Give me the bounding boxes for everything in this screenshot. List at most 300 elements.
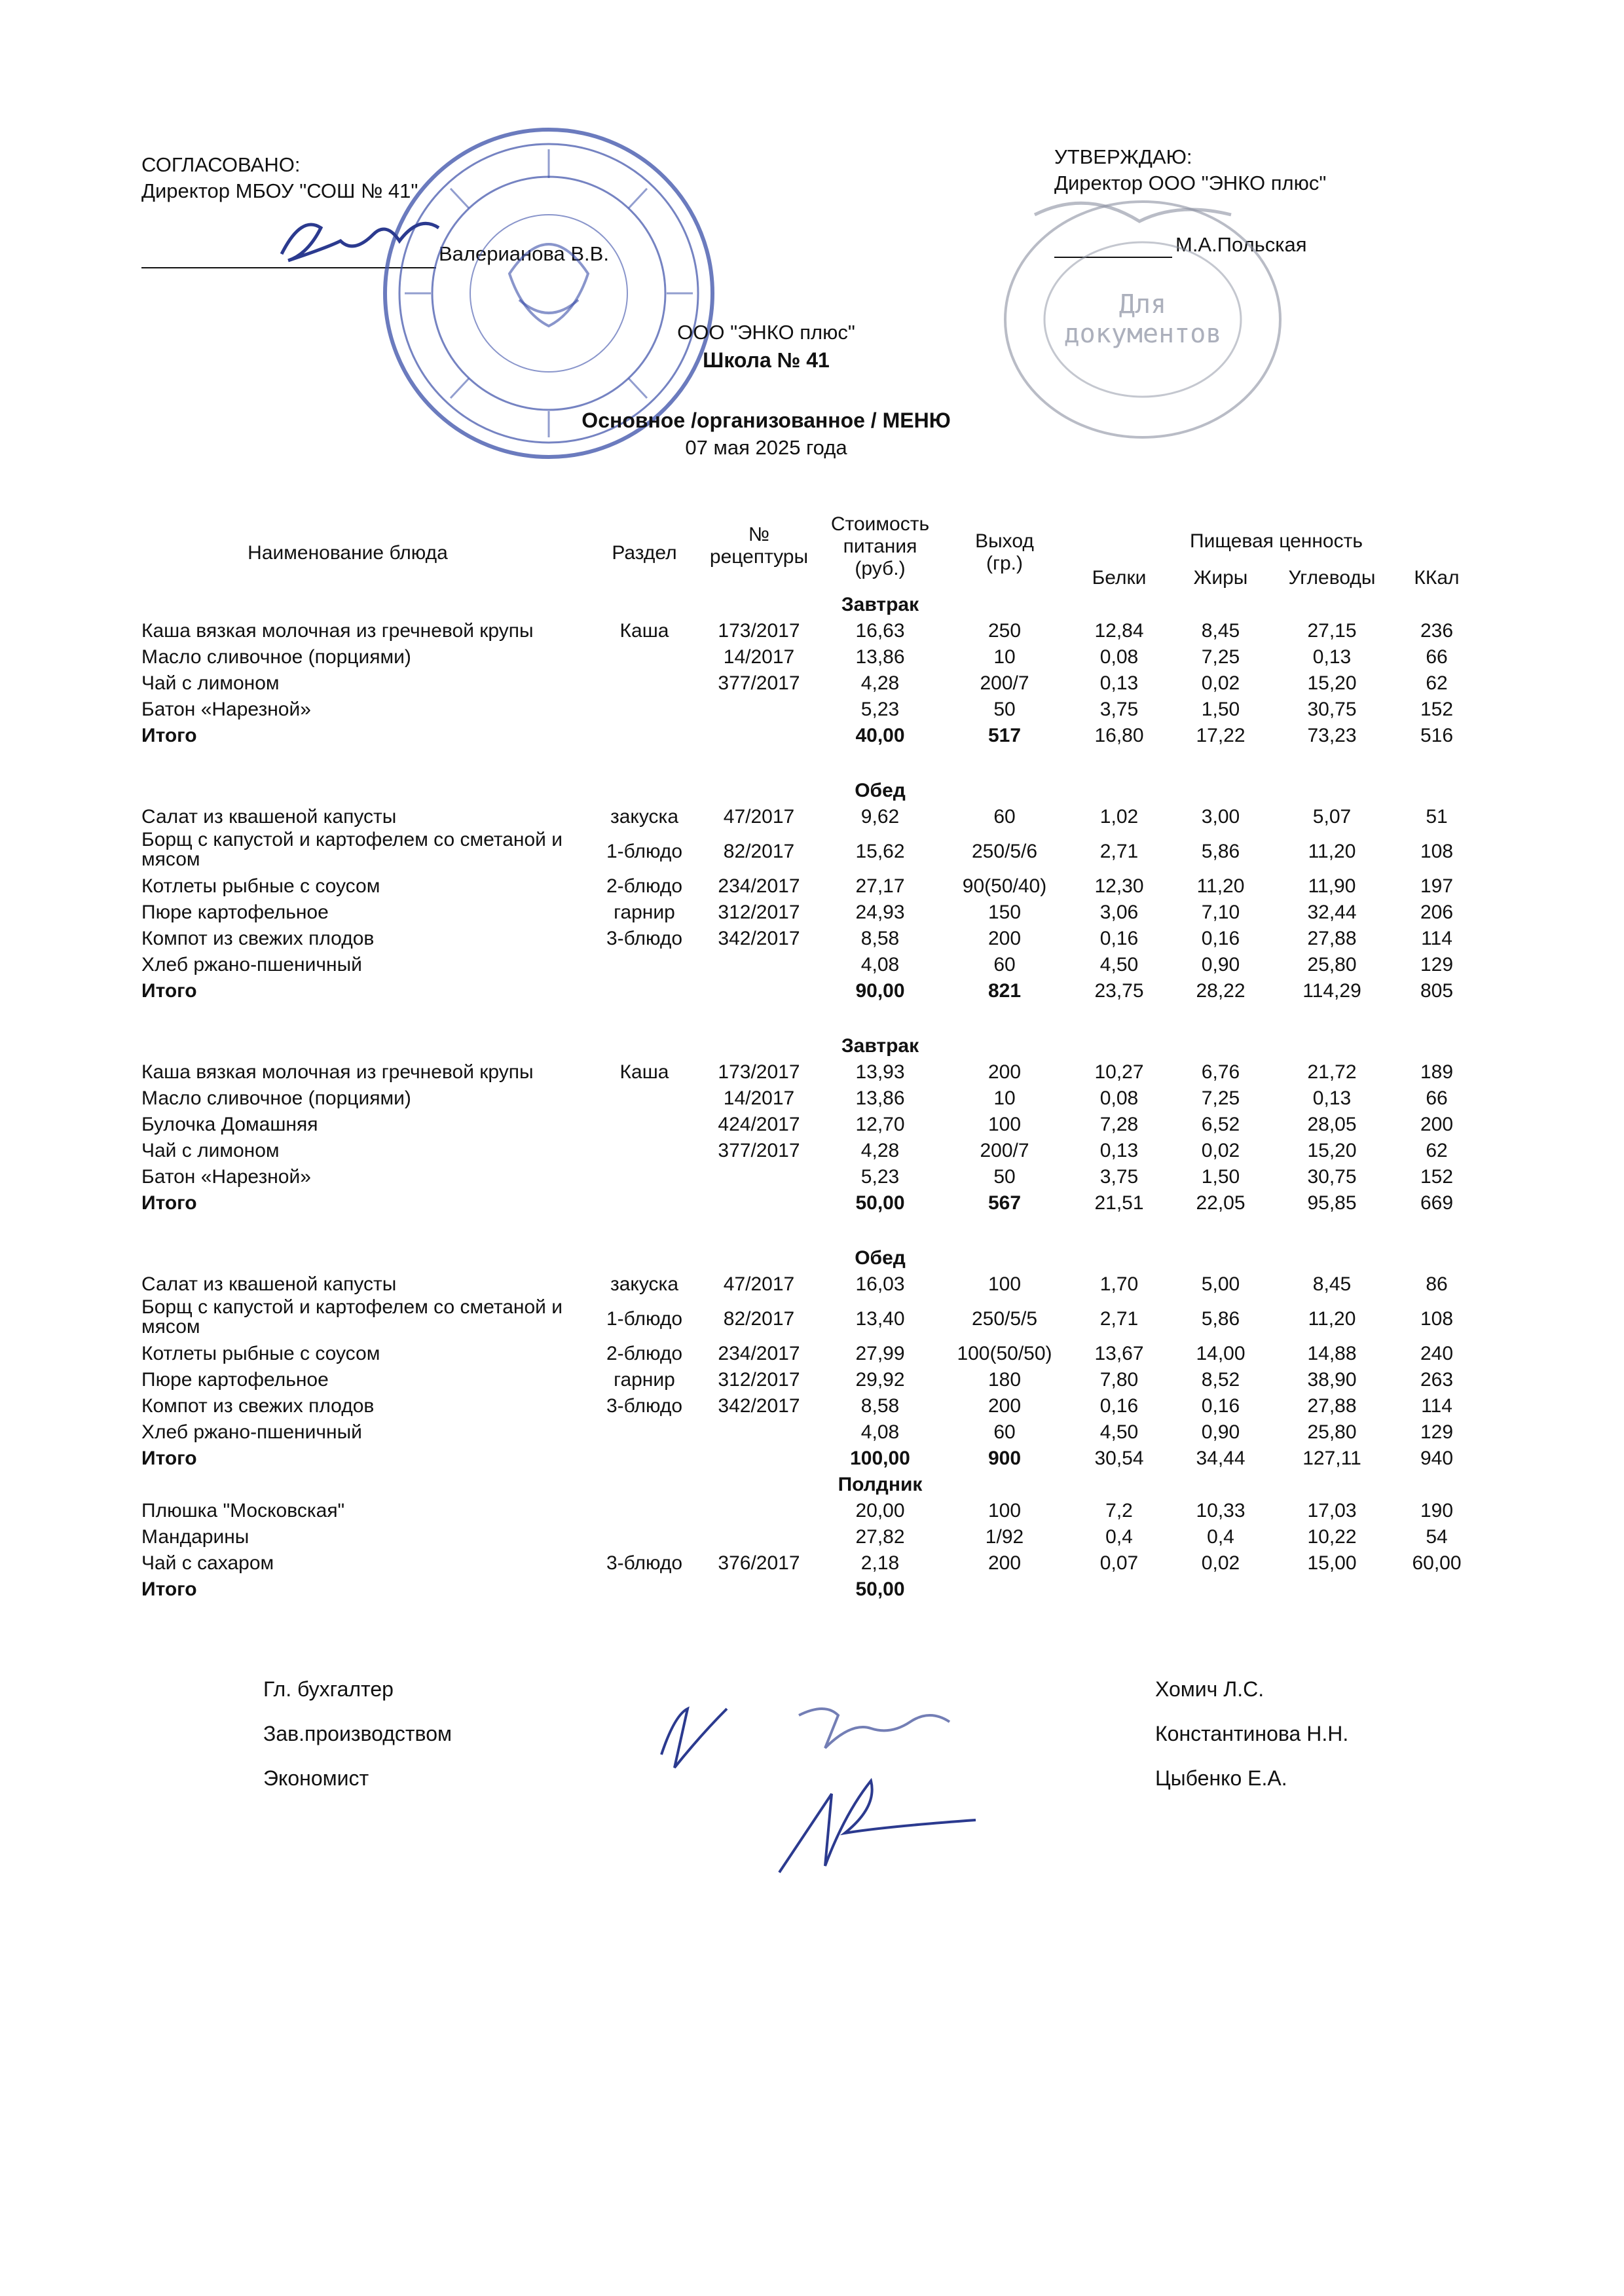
- kcal-cell: 200: [1420, 1114, 1454, 1135]
- dish-name-cell: Батон «Нарезной»: [141, 1166, 311, 1188]
- protein-cell: 21,51: [1094, 1192, 1144, 1214]
- recipe-number-cell: 234/2017: [718, 1343, 800, 1364]
- section-cell: 1-блюдо: [606, 841, 683, 862]
- cost-cell: 90,00: [855, 980, 905, 1002]
- fat-cell: 17,22: [1196, 725, 1246, 746]
- dish-name-cell: Итого: [141, 1448, 197, 1469]
- dish-name-cell: Мандарины: [141, 1526, 249, 1548]
- carbs-cell: 27,15: [1307, 620, 1357, 642]
- section-cell: Каша: [619, 620, 669, 642]
- carbs-cell: 25,80: [1307, 954, 1357, 975]
- output-cell: 821: [987, 980, 1022, 1002]
- fat-cell: 8,52: [1201, 1369, 1240, 1391]
- output-cell: 60: [993, 954, 1016, 975]
- role-economist: Экономист: [263, 1766, 369, 1790]
- cost-cell: 20,00: [855, 1500, 905, 1522]
- kcal-cell: 129: [1420, 954, 1454, 975]
- output-cell: 100: [987, 1273, 1022, 1295]
- output-cell: 100: [987, 1114, 1022, 1135]
- carbs-cell: 38,90: [1307, 1369, 1357, 1391]
- row-spacer: [141, 1004, 1431, 1033]
- carbs-cell: 30,75: [1307, 1166, 1357, 1188]
- output-cell: 200: [987, 928, 1022, 949]
- cost-cell: 50,00: [855, 1192, 905, 1214]
- table-row: [141, 1341, 1454, 1367]
- table-row: [141, 1296, 1454, 1341]
- dish-name-cell: Котлеты рыбные с соусом: [141, 1343, 380, 1364]
- carbs-cell: 10,22: [1307, 1526, 1357, 1548]
- output-cell: 180: [987, 1369, 1022, 1391]
- section-row: [141, 1245, 1431, 1271]
- cost-cell: 12,70: [855, 1114, 905, 1135]
- approval-right-name: М.А.Польская: [1175, 233, 1307, 256]
- output-cell: 250/5/5: [971, 1308, 1038, 1330]
- documents-stamp: [995, 189, 1290, 444]
- carbs-cell: 0,13: [1312, 646, 1352, 668]
- protein-cell: 4,50: [1099, 954, 1139, 975]
- menu-table: [141, 592, 1462, 1603]
- cost-cell: 50,00: [855, 1578, 905, 1600]
- cost-cell: 40,00: [855, 725, 905, 746]
- output-cell: 100: [987, 1500, 1022, 1522]
- cost-cell: 15,62: [855, 841, 905, 862]
- protein-cell: 12,30: [1094, 875, 1144, 897]
- signature-names: [1155, 1667, 1348, 1800]
- dish-name-cell: Борщ с капустой и картофелем со сметаной и мясом: [141, 829, 563, 870]
- output-cell: 200/7: [980, 1140, 1029, 1161]
- recipe-number-cell: 312/2017: [718, 1369, 800, 1391]
- cost-cell: 4,08: [860, 954, 900, 975]
- signature-left: [275, 208, 471, 274]
- meal-section-label: Полдник: [838, 1474, 923, 1495]
- cost-cell: 13,86: [855, 646, 905, 668]
- approval-left-name: Валерианова В.В.: [439, 242, 609, 265]
- cost-cell: 5,23: [860, 699, 900, 720]
- protein-cell: 3,75: [1099, 699, 1139, 720]
- recipe-number-cell: 377/2017: [718, 672, 800, 694]
- dish-name-cell: Масло сливочное (порциями): [141, 646, 411, 668]
- protein-cell: 0,08: [1099, 1087, 1139, 1109]
- output-cell: 10: [993, 646, 1016, 668]
- table-row: [141, 1367, 1454, 1393]
- output-cell: 60: [993, 1421, 1016, 1443]
- cost-cell: 13,40: [855, 1308, 905, 1330]
- carbs-cell: 28,05: [1307, 1114, 1357, 1135]
- meal-section-label: Обед: [855, 780, 906, 801]
- school-name: Школа № 41: [703, 348, 830, 372]
- output-cell: 50: [993, 1166, 1016, 1188]
- dish-name-cell: Чай с лимоном: [141, 672, 280, 694]
- th-output: Выход (гр.): [975, 530, 1034, 574]
- carbs-cell: 11,20: [1308, 841, 1356, 862]
- protein-cell: 12,84: [1094, 620, 1144, 642]
- recipe-number-cell: 234/2017: [718, 875, 800, 897]
- cost-cell: 2,18: [860, 1552, 900, 1574]
- th-name: Наименование блюда: [248, 542, 448, 564]
- kcal-cell: 62: [1426, 1140, 1448, 1161]
- section-cell: 3-блюдо: [606, 928, 683, 949]
- kcal-cell: 60,00: [1412, 1552, 1462, 1574]
- cost-cell: 27,82: [855, 1526, 905, 1548]
- protein-cell: 1,02: [1099, 806, 1139, 828]
- fat-cell: 0,16: [1201, 928, 1240, 949]
- kcal-cell: 51: [1426, 806, 1448, 828]
- dish-name-cell: Итого: [141, 1578, 197, 1600]
- cost-cell: 16,03: [855, 1273, 905, 1295]
- cost-cell: 24,93: [855, 902, 905, 923]
- output-cell: 10: [993, 1087, 1016, 1109]
- kcal-cell: 240: [1420, 1343, 1454, 1364]
- fat-cell: 7,25: [1201, 1087, 1240, 1109]
- table-row: [141, 804, 1448, 830]
- recipe-number-cell: 14/2017: [723, 646, 795, 668]
- dish-name-cell: Хлеб ржано-пшеничный: [141, 954, 362, 975]
- output-cell: 200/7: [980, 672, 1029, 694]
- dish-name-cell: Чай с сахаром: [141, 1552, 274, 1574]
- output-cell: 200: [987, 1552, 1022, 1574]
- kcal-cell: 263: [1420, 1369, 1454, 1391]
- cost-cell: 4,28: [860, 672, 900, 694]
- fat-cell: 5,86: [1201, 841, 1240, 862]
- cost-cell: 16,63: [855, 620, 905, 642]
- protein-cell: 7,2: [1105, 1500, 1133, 1522]
- th-section: Раздел: [612, 542, 677, 564]
- dish-name-cell: Чай с лимоном: [141, 1140, 280, 1161]
- carbs-cell: 15,20: [1307, 1140, 1357, 1161]
- section-cell: 2-блюдо: [606, 1343, 683, 1364]
- table-row: [141, 618, 1454, 644]
- fat-cell: 1,50: [1201, 699, 1240, 720]
- protein-cell: 2,71: [1099, 841, 1139, 862]
- name-accountant: Хомич Л.С.: [1155, 1677, 1264, 1701]
- kcal-cell: 669: [1420, 1192, 1454, 1214]
- protein-cell: 10,27: [1094, 1061, 1144, 1083]
- kcal-cell: 189: [1420, 1061, 1454, 1083]
- recipe-number-cell: 47/2017: [723, 806, 795, 828]
- th-recipe: № рецептуры: [709, 524, 809, 568]
- fat-cell: 11,20: [1196, 875, 1245, 897]
- carbs-cell: 14,88: [1307, 1343, 1357, 1364]
- dish-name-cell: Масло сливочное (порциями): [141, 1087, 411, 1109]
- protein-cell: 0,07: [1099, 1552, 1139, 1574]
- recipe-number-cell: 424/2017: [718, 1114, 800, 1135]
- output-cell: 1/92: [985, 1526, 1024, 1548]
- section-cell: гарнир: [614, 902, 675, 923]
- section-cell: закуска: [610, 1273, 679, 1295]
- dish-name-cell: Борщ с капустой и картофелем со сметаной и мясом: [141, 1296, 563, 1338]
- dish-name-cell: Котлеты рыбные с соусом: [141, 875, 380, 897]
- protein-cell: 0,13: [1099, 1140, 1139, 1161]
- fat-cell: 6,76: [1201, 1061, 1240, 1083]
- name-economist: Цыбенко Е.А.: [1155, 1766, 1287, 1790]
- table-row: [141, 900, 1454, 926]
- dish-name-cell: Итого: [141, 980, 197, 1002]
- dish-name-cell: Салат из квашеной капусты: [141, 1273, 397, 1295]
- kcal-cell: 114: [1421, 928, 1452, 949]
- section-row: [141, 1033, 1431, 1059]
- carbs-cell: 25,80: [1307, 1421, 1357, 1443]
- approval-left: [141, 152, 418, 204]
- th-fat: Жиры: [1193, 567, 1248, 589]
- dish-name-cell: Итого: [141, 725, 197, 746]
- th-nutrition: Пищевая ценность: [1190, 530, 1363, 552]
- section-cell: Каша: [619, 1061, 669, 1083]
- dish-name-cell: Батон «Нарезной»: [141, 699, 311, 720]
- output-cell: 517: [987, 725, 1022, 746]
- kcal-cell: 197: [1420, 875, 1454, 897]
- recipe-number-cell: 47/2017: [723, 1273, 795, 1295]
- dish-name-cell: Пюре картофельное: [141, 1369, 329, 1391]
- svg-text:Для: Для: [1118, 289, 1167, 319]
- kcal-cell: 190: [1420, 1500, 1454, 1522]
- recipe-number-cell: 312/2017: [718, 902, 800, 923]
- kcal-cell: 108: [1420, 841, 1454, 862]
- cost-cell: 29,92: [855, 1369, 905, 1391]
- section-row: [141, 592, 1431, 618]
- fat-cell: 6,52: [1201, 1114, 1240, 1135]
- fat-cell: 1,50: [1201, 1166, 1240, 1188]
- meal-section-label: Обед: [855, 1247, 906, 1269]
- carbs-cell: 32,44: [1307, 902, 1357, 923]
- table-row: [141, 1164, 1454, 1190]
- section-row: [141, 778, 1431, 804]
- table-row: [141, 1138, 1448, 1164]
- section-cell: закуска: [610, 806, 679, 828]
- signature-roles: [263, 1667, 452, 1800]
- dish-name-cell: Булочка Домашняя: [141, 1114, 318, 1135]
- table-row: [141, 1059, 1454, 1085]
- output-cell: 100(50/50): [957, 1343, 1052, 1364]
- output-cell: 90(50/40): [962, 875, 1047, 897]
- role-accountant: Гл. бухгалтер: [263, 1677, 394, 1701]
- dish-name-cell: Компот из свежих плодов: [141, 1395, 375, 1417]
- carbs-cell: 15,20: [1307, 672, 1357, 694]
- fat-cell: 14,00: [1196, 1343, 1246, 1364]
- kcal-cell: 805: [1420, 980, 1454, 1002]
- protein-cell: 23,75: [1094, 980, 1144, 1002]
- kcal-cell: 66: [1426, 646, 1448, 668]
- protein-cell: 0,16: [1099, 1395, 1139, 1417]
- table-row: [141, 1524, 1448, 1550]
- carbs-cell: 127,11: [1302, 1448, 1361, 1469]
- protein-cell: 0,4: [1105, 1526, 1133, 1548]
- table-row: [141, 1419, 1454, 1446]
- table-row: [141, 1498, 1454, 1524]
- th-protein: Белки: [1092, 567, 1147, 589]
- recipe-number-cell: 342/2017: [718, 928, 800, 949]
- recipe-number-cell: 173/2017: [718, 620, 800, 642]
- meal-section-label: Завтрак: [841, 594, 919, 615]
- output-cell: 60: [993, 806, 1016, 828]
- handwritten-signatures: [648, 1676, 1015, 1899]
- table-row: [141, 1271, 1448, 1298]
- kcal-cell: 516: [1420, 725, 1454, 746]
- fat-cell: 28,22: [1196, 980, 1246, 1002]
- fat-cell: 0,02: [1201, 672, 1240, 694]
- kcal-cell: 206: [1420, 902, 1454, 923]
- fat-cell: 22,05: [1196, 1192, 1246, 1214]
- section-cell: 3-блюдо: [606, 1552, 683, 1574]
- fat-cell: 0,4: [1207, 1526, 1234, 1548]
- table-row: [141, 1112, 1454, 1138]
- fat-cell: 0,90: [1201, 954, 1240, 975]
- cost-cell: 9,62: [860, 806, 900, 828]
- dish-name-cell: Плюшка "Московская": [141, 1500, 345, 1522]
- kcal-cell: 129: [1420, 1421, 1454, 1443]
- approval-left-line: Директор МБОУ "СОШ № 41": [141, 179, 418, 202]
- total-row: [141, 1576, 1431, 1603]
- carbs-cell: 30,75: [1307, 699, 1357, 720]
- svg-text:документов: документов: [1063, 319, 1222, 349]
- carbs-cell: 27,88: [1307, 1395, 1357, 1417]
- section-row: [141, 1472, 1431, 1498]
- protein-cell: 0,13: [1099, 672, 1139, 694]
- table-row: [141, 670, 1448, 697]
- output-cell: 567: [987, 1192, 1022, 1214]
- recipe-number-cell: 342/2017: [718, 1395, 800, 1417]
- protein-cell: 0,08: [1099, 646, 1139, 668]
- output-cell: 200: [987, 1061, 1022, 1083]
- cost-cell: 4,28: [860, 1140, 900, 1161]
- fat-cell: 0,90: [1201, 1421, 1240, 1443]
- fat-cell: 7,10: [1201, 902, 1240, 923]
- row-spacer: [141, 1216, 1431, 1245]
- kcal-cell: 152: [1420, 1166, 1454, 1188]
- fat-cell: 5,86: [1201, 1308, 1240, 1330]
- dish-name-cell: Салат из квашеной капусты: [141, 806, 397, 828]
- recipe-number-cell: 173/2017: [718, 1061, 800, 1083]
- kcal-cell: 108: [1420, 1308, 1454, 1330]
- carbs-cell: 8,45: [1312, 1273, 1352, 1295]
- table-row: [141, 829, 1454, 873]
- approval-left-heading: СОГЛАСОВАНО:: [141, 153, 301, 176]
- menu-title: Основное /организованное / МЕНЮ: [581, 409, 951, 432]
- kcal-cell: 152: [1420, 699, 1454, 720]
- protein-cell: 13,67: [1094, 1343, 1144, 1364]
- protein-cell: 16,80: [1094, 725, 1144, 746]
- cost-cell: 13,86: [855, 1087, 905, 1109]
- protein-cell: 30,54: [1094, 1448, 1144, 1469]
- fat-cell: 3,00: [1201, 806, 1240, 828]
- output-cell: 250/5/6: [971, 841, 1038, 862]
- table-row: [141, 926, 1452, 952]
- kcal-cell: 62: [1426, 672, 1448, 694]
- approval-right-line: Директор ООО "ЭНКО плюс": [1054, 172, 1327, 194]
- fat-cell: 0,02: [1201, 1140, 1240, 1161]
- dish-name-cell: Пюре картофельное: [141, 902, 329, 923]
- row-spacer: [141, 749, 1431, 778]
- recipe-number-cell: 377/2017: [718, 1140, 800, 1161]
- fat-cell: 0,16: [1201, 1395, 1240, 1417]
- recipe-number-cell: 376/2017: [718, 1552, 800, 1574]
- kcal-cell: 66: [1426, 1087, 1448, 1109]
- recipe-number-cell: 82/2017: [723, 1308, 795, 1330]
- protein-cell: 7,80: [1099, 1369, 1139, 1391]
- table-row: [141, 873, 1454, 900]
- kcal-cell: 940: [1420, 1448, 1454, 1469]
- approval-right-heading: УТВЕРЖДАЮ:: [1054, 145, 1192, 168]
- kcal-cell: 54: [1426, 1526, 1448, 1548]
- section-cell: 3-блюдо: [606, 1395, 683, 1417]
- total-row: [141, 1446, 1454, 1472]
- carbs-cell: 27,88: [1307, 928, 1357, 949]
- carbs-cell: 114,29: [1302, 980, 1361, 1002]
- menu-date: 07 мая 2025 года: [685, 436, 847, 459]
- table-row: [141, 697, 1454, 723]
- carbs-cell: 21,72: [1307, 1061, 1357, 1083]
- protein-cell: 0,16: [1099, 928, 1139, 949]
- kcal-cell: 114: [1421, 1395, 1452, 1417]
- fat-cell: 5,00: [1201, 1273, 1240, 1295]
- total-row: [141, 978, 1454, 1004]
- protein-cell: 1,70: [1099, 1273, 1139, 1295]
- carbs-cell: 5,07: [1312, 806, 1352, 828]
- company-name: ООО "ЭНКО плюс": [677, 321, 855, 344]
- dish-name-cell: Каша вязкая молочная из гречневой крупы: [141, 1061, 534, 1083]
- cost-cell: 27,17: [855, 875, 905, 897]
- meal-section-label: Завтрак: [841, 1035, 919, 1057]
- kcal-cell: 86: [1426, 1273, 1448, 1295]
- output-cell: 900: [987, 1448, 1022, 1469]
- carbs-cell: 11,90: [1308, 875, 1356, 897]
- kcal-cell: 236: [1420, 620, 1454, 642]
- fat-cell: 10,33: [1196, 1500, 1246, 1522]
- total-row: [141, 1190, 1454, 1216]
- output-cell: 150: [987, 902, 1022, 923]
- output-cell: 250: [987, 620, 1022, 642]
- fat-cell: 7,25: [1201, 646, 1240, 668]
- table-row: [141, 1085, 1448, 1112]
- protein-cell: 2,71: [1099, 1308, 1139, 1330]
- output-cell: 50: [993, 699, 1016, 720]
- cost-cell: 8,58: [860, 1395, 900, 1417]
- role-production: Зав.производством: [263, 1722, 452, 1745]
- recipe-number-cell: 82/2017: [723, 841, 795, 862]
- name-production: Константинова Н.Н.: [1155, 1722, 1349, 1745]
- fat-cell: 8,45: [1201, 620, 1240, 642]
- cost-cell: 100,00: [850, 1448, 910, 1469]
- carbs-cell: 0,13: [1312, 1087, 1352, 1109]
- table-row: [141, 952, 1454, 978]
- th-cost: Стоимость питания (руб.): [830, 513, 930, 579]
- protein-cell: 3,06: [1099, 902, 1139, 923]
- table-row: [141, 1393, 1452, 1419]
- dish-name-cell: Хлеб ржано-пшеничный: [141, 1421, 362, 1443]
- output-cell: 200: [987, 1395, 1022, 1417]
- table-row: [141, 1550, 1462, 1576]
- recipe-number-cell: 14/2017: [723, 1087, 795, 1109]
- dish-name-cell: Итого: [141, 1192, 197, 1214]
- cost-cell: 27,99: [855, 1343, 905, 1364]
- section-cell: 1-блюдо: [606, 1308, 683, 1330]
- dish-name-cell: Компот из свежих плодов: [141, 928, 375, 949]
- table-row: [141, 644, 1448, 670]
- cost-cell: 8,58: [860, 928, 900, 949]
- cost-cell: 13,93: [855, 1061, 905, 1083]
- protein-cell: 4,50: [1099, 1421, 1139, 1443]
- cost-cell: 5,23: [860, 1166, 900, 1188]
- protein-cell: 3,75: [1099, 1166, 1139, 1188]
- fat-cell: 34,44: [1196, 1448, 1246, 1469]
- carbs-cell: 17,03: [1307, 1500, 1357, 1522]
- section-cell: гарнир: [614, 1369, 675, 1391]
- carbs-cell: 95,85: [1307, 1192, 1357, 1214]
- section-cell: 2-блюдо: [606, 875, 683, 897]
- cost-cell: 4,08: [860, 1421, 900, 1443]
- th-carbs: Углеводы: [1288, 567, 1376, 589]
- dish-name-cell: Каша вязкая молочная из гречневой крупы: [141, 620, 534, 642]
- carbs-cell: 15,00: [1307, 1552, 1357, 1574]
